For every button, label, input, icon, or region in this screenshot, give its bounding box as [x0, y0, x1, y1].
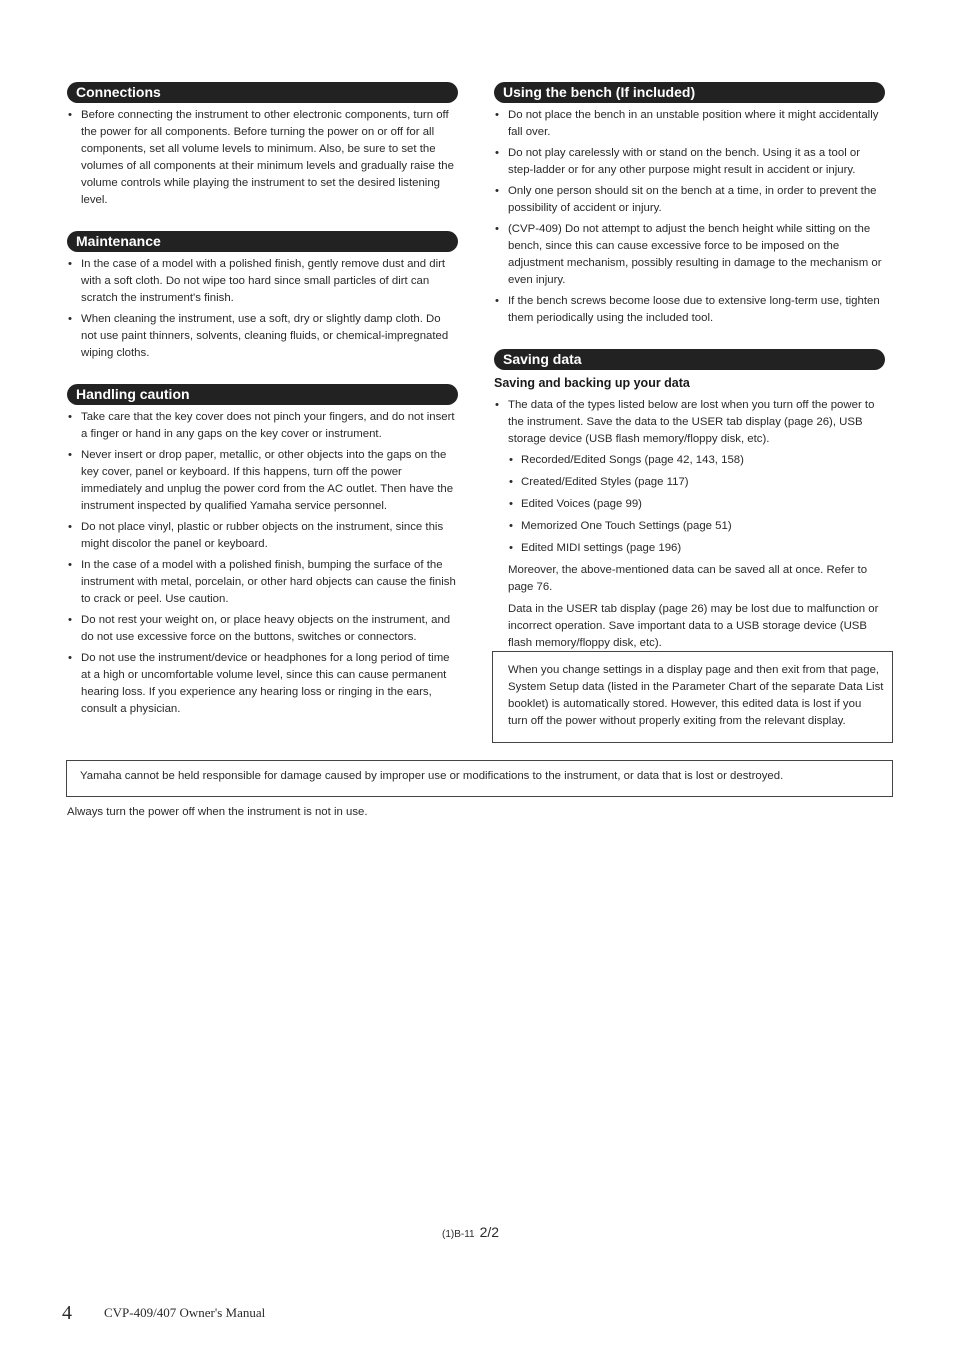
list-item: • Do not use the instrument/device or headphones for a long period of time at a high or uncomfortable volume level, since this can cause permanent hearing loss. If you experience any hearing loss or ringing in the ears, consult a physician.	[67, 650, 458, 718]
right-column	[494, 82, 885, 674]
disclaimer-box: Yamaha cannot be held responsible for damage caused by improper use or modifications to the instrument, or data that is lost or destroyed.	[66, 760, 893, 797]
saving-section	[494, 349, 885, 652]
bench-list	[494, 107, 885, 327]
list-item: • Never insert or drop paper, metallic, or other objects into the gaps on the key cover, panel or keyboard. If this happens, turn off the power immediately and unplug the power cord from the AC outlet. Then have the instrument inspected by qualified Yamaha service personnel.	[67, 447, 458, 515]
document-code	[442, 1224, 499, 1240]
list-item: • Before connecting the instrument to other electronic components, turn off the power for all components. Before turning the power on or off for all components, set all volume levels to minimum. Also, be sure to set the volumes of all components at their minimum levels and gradually raise the volume controls while playing the instrument to set the desired listening level.	[67, 107, 458, 209]
manual-title: CVP-409/407 Owner's Manual	[104, 1305, 266, 1320]
list-item: • Do not place vinyl, plastic or rubber objects on the instrument, since this might discolor the panel or keyboard.	[67, 519, 458, 553]
bench-heading: Using the bench (If included)	[494, 82, 885, 103]
list-item: • Edited MIDI settings (page 196)	[508, 540, 885, 557]
list-item: • Do not rest your weight on, or place heavy objects on the instrument, and do not use excessive force on the buttons, switches or connectors.	[67, 612, 458, 646]
saving-intro: The data of the types listed below are lost when you turn off the power to the instrument. Save the data to the USER tab display (page 26), USB storage device (USB flash memory/floppy disk, etc).	[508, 399, 875, 445]
list-item: • Only one person should sit on the bench at a time, in order to prevent the possibility of accident or injury.	[494, 183, 885, 217]
list-item: • In the case of a model with a polished finish, gently remove dust and dirt with a soft cloth. Do not wipe too hard since small particles of dirt can scratch the instrument's finish.	[67, 256, 458, 307]
left-column	[67, 82, 458, 740]
maintenance-list	[67, 256, 458, 362]
saving-subheading: Saving and backing up your data	[494, 376, 690, 390]
list-item: • Take care that the key cover does not pinch your fingers, and do not insert a finger or hand in any gaps on the key cover or instrument.	[67, 409, 458, 443]
bench-section	[494, 82, 885, 327]
maintenance-section	[67, 231, 458, 362]
list-item: • In the case of a model with a polished finish, bumping the surface of the instrument with metal, porcelain, or other hard objects can cause the finish to crack or peel. Use caution.	[67, 557, 458, 608]
list-item: • Memorized One Touch Settings (page 51)	[508, 518, 885, 535]
saving-list	[494, 397, 885, 448]
connections-list	[67, 107, 458, 209]
list-item: • Do not place the bench in an unstable position where it might accidentally fall over.	[494, 107, 885, 141]
handling-heading: Handling caution	[67, 384, 458, 405]
saving-heading: Saving data	[494, 349, 885, 370]
saving-para-2: Data in the USER tab display (page 26) may be lost due to malfunction or incorrect operation. Save important data to a USB storage device (USB flash memory/floppy disk, etc).	[508, 603, 879, 649]
power-off-note: Always turn the power off when the instrument is not in use.	[67, 806, 368, 818]
list-item: • Edited Voices (page 99)	[508, 496, 885, 513]
saving-para-1: Moreover, the above-mentioned data can be saved all at once. Refer to page 76.	[508, 564, 868, 593]
list-item: • If the bench screws become loose due to extensive long-term use, tighten them periodically using the included tool.	[494, 293, 885, 327]
page-number: 4	[62, 1302, 72, 1324]
list-item: • (CVP-409) Do not attempt to adjust the bench height while sitting on the bench, since this can cause excessive force to be imposed on the adjustment mechanism, possibly resulting in damage to the mechanism or even injury.	[494, 221, 885, 289]
connections-section	[67, 82, 458, 209]
handling-list	[67, 409, 458, 718]
handling-section	[67, 384, 458, 718]
maintenance-heading: Maintenance	[67, 231, 458, 252]
list-item: • Do not play carelessly with or stand on the bench. Using it as a tool or step-ladder or for any other purpose might result in accident or injury.	[494, 145, 885, 179]
list-item	[494, 397, 885, 448]
list-item: • Recorded/Edited Songs (page 42, 143, 158)	[508, 452, 885, 469]
note-box: When you change settings in a display page and then exit from that page, System Setup data (listed in the Parameter Chart of the separate Data List booklet) is automatically stored. However, this edited data is lost if you turn off the power without properly exiting from the relevant display.	[492, 651, 893, 743]
connections-heading: Connections	[67, 82, 458, 103]
saving-data-types	[508, 452, 885, 557]
code-label: (1)B-11	[442, 1229, 475, 1240]
list-item: • Created/Edited Styles (page 117)	[508, 474, 885, 491]
list-item: • When cleaning the instrument, use a soft, dry or slightly damp cloth. Do not use paint thinners, solvents, cleaning fluids, or chemical-impregnated wiping cloths.	[67, 311, 458, 362]
page-fraction: 2/2	[479, 1224, 500, 1240]
